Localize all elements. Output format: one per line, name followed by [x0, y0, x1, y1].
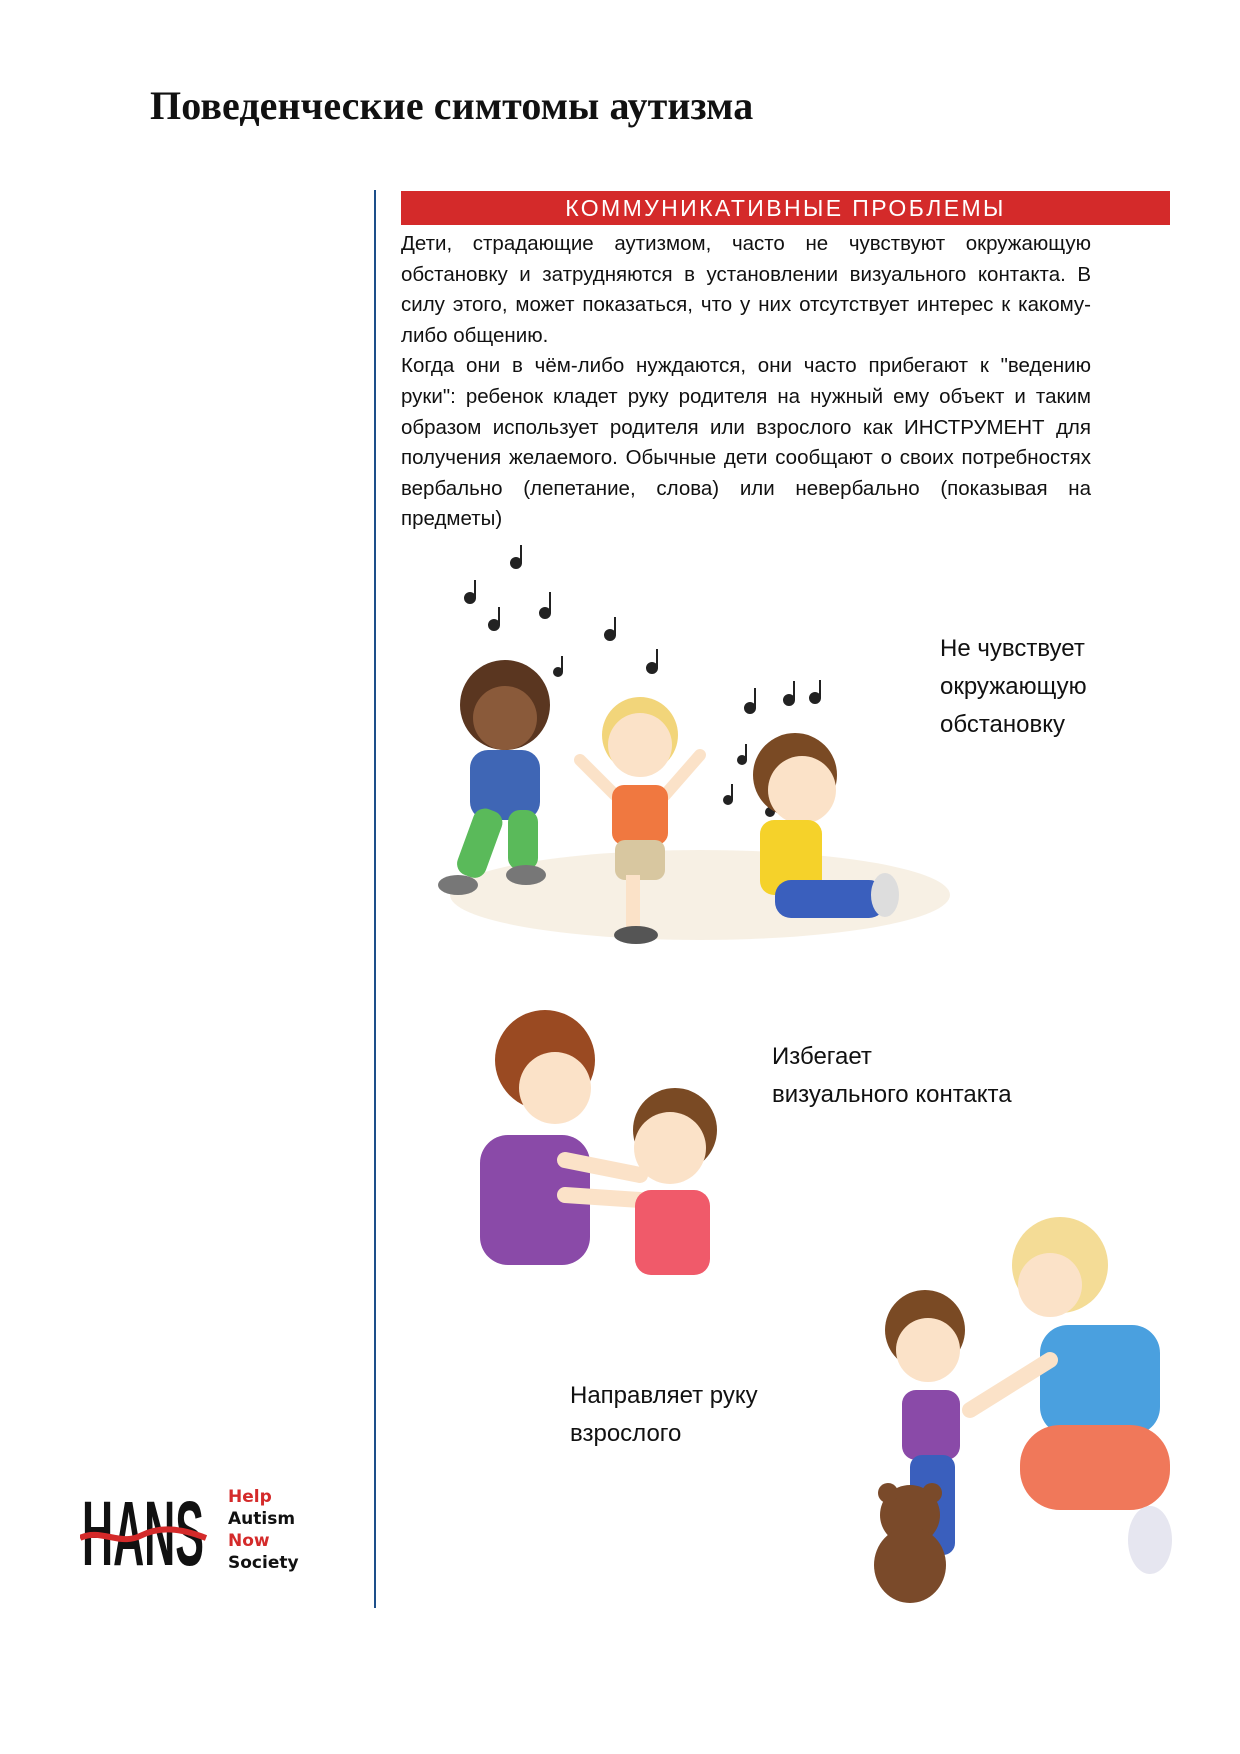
- caption-unaware: [940, 630, 1087, 744]
- caption-unaware-line-2: окружающую: [940, 673, 1087, 700]
- logo-word-now: Now: [228, 1531, 270, 1551]
- page-title: Поведенческие симтомы аутизма: [150, 83, 754, 128]
- caption-unaware-line-1: Не чувствует: [940, 635, 1085, 662]
- caption-eye-contact-line-1: Избегает: [772, 1043, 872, 1070]
- dancing-child-1: [438, 660, 550, 895]
- adult-figure: [970, 1217, 1172, 1574]
- caption-hand-leading-line-1: Направляет руку: [570, 1382, 758, 1409]
- caption-hand-leading-line-2: взрослого: [570, 1420, 682, 1447]
- eye-contact-illustration: [470, 1010, 760, 1290]
- intro-paragraph-1: Дети, страдающие аутизмом, часто не чувствуют окружающую обстановку и затрудняются в установлении визуального контакта. В силу этого, может показаться, что у них отсутствует интерес к какому-либо общению.: [401, 232, 1091, 347]
- caption-eye-contact: [772, 1038, 1012, 1114]
- caption-unaware-line-3: обстановку: [940, 711, 1066, 738]
- intro-text: [401, 229, 1091, 535]
- logo-word-society: Society: [228, 1553, 299, 1573]
- child-figure: [633, 1088, 717, 1275]
- caption-eye-contact-line-2: визуального контакта: [772, 1081, 1012, 1108]
- section-heading-banner: КОММУНИКАТИВНЫЕ ПРОБЛЕМЫ: [401, 191, 1170, 225]
- svg-text:HANS: HANS: [82, 1483, 204, 1580]
- hans-logo-mark: [80, 1480, 210, 1580]
- caption-hand-leading: [570, 1377, 758, 1453]
- mother-figure: [480, 1010, 640, 1265]
- vertical-divider: [374, 190, 376, 1608]
- sitting-child: [753, 733, 899, 918]
- teddy-bear: [874, 1483, 946, 1603]
- hans-logo-words: [228, 1486, 299, 1574]
- intro-paragraph-2: Когда они в чём-либо нуждаются, они часто прибегают к "ведению руки": ребенок кладет руку родителя на нужный ему объект и таким образом использует родителя или взрослого как ИНСТРУМЕНТ для получения желаемого. Обычные дети сообщают о своих потребностях вербально (лепетание, слова) или невербально (показывая на предметы): [401, 354, 1091, 531]
- logo-word-autism: Autism: [228, 1509, 296, 1529]
- logo-word-help: Help: [228, 1487, 272, 1507]
- dancing-children-illustration: [430, 550, 970, 960]
- hand-leading-illustration: [860, 1210, 1180, 1610]
- hans-logo: [80, 1480, 320, 1580]
